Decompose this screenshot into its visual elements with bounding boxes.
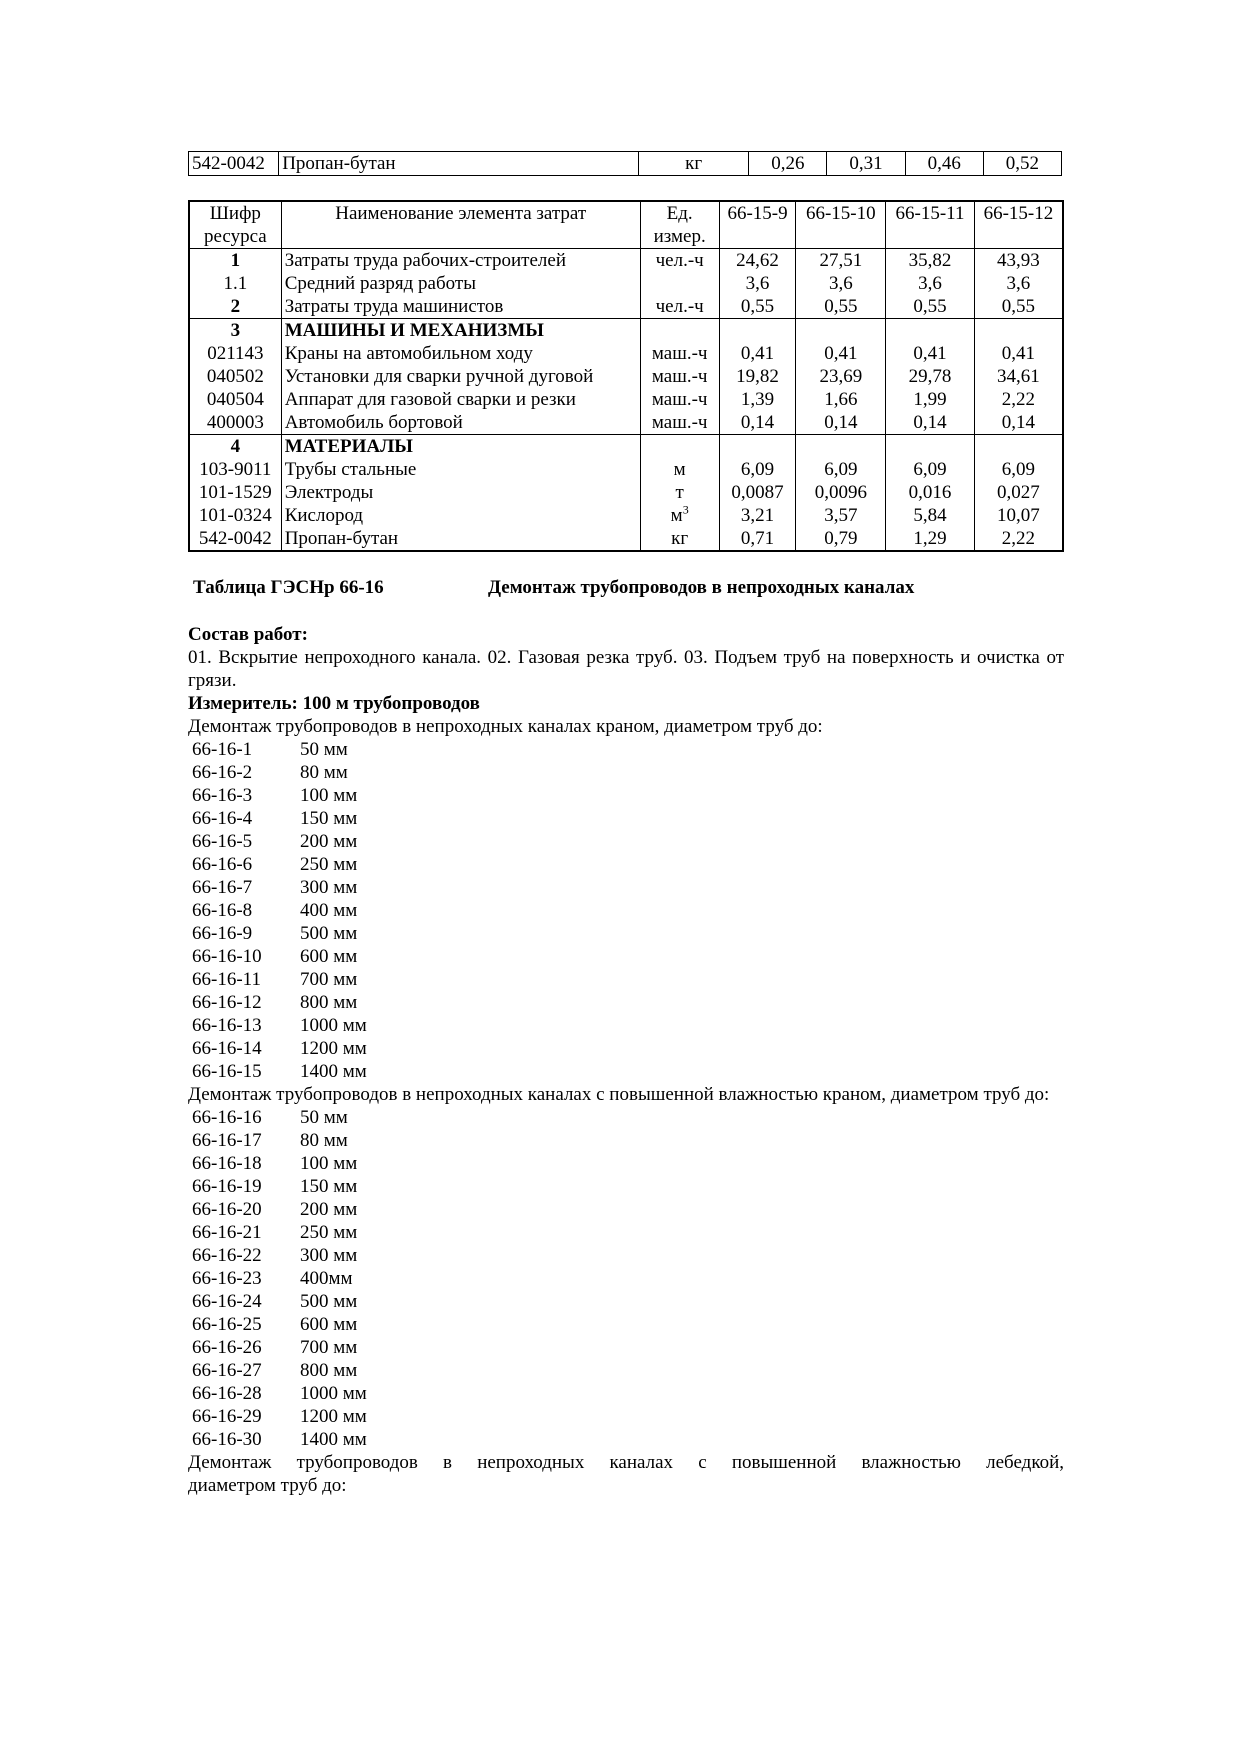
list-item: [188, 1129, 1064, 1152]
pipe-diameter: 400 мм: [300, 900, 358, 921]
norm-code: 66-16-30: [192, 1429, 262, 1450]
header-col: 66-15-11: [886, 201, 975, 249]
norm-code: 66-16-12: [192, 992, 262, 1013]
table-row: [189, 152, 1062, 176]
resource-name: Автомобиль бортовой: [281, 411, 640, 435]
resource-code: 040504: [189, 388, 281, 411]
list-item: [188, 738, 1064, 761]
pipe-diameter: 800 мм: [300, 992, 358, 1013]
value-cell: 0,26: [749, 152, 827, 176]
value-cell: [796, 435, 886, 459]
norm-code: 66-16-3: [192, 785, 253, 806]
list-item: [188, 1336, 1064, 1359]
resource-name: Кислород: [281, 504, 640, 527]
pipe-diameter: 500 мм: [300, 1291, 358, 1312]
value-cell: 3,6: [796, 272, 886, 295]
resource-code: 040502: [189, 365, 281, 388]
list-item: [188, 899, 1064, 922]
resource-unit: [640, 504, 719, 527]
resource-unit: [640, 295, 719, 319]
pipe-diameter: 300 мм: [300, 877, 358, 898]
resource-code: 2: [189, 295, 281, 319]
value-cell: 0,46: [905, 152, 983, 176]
unit-text: т: [675, 482, 684, 503]
norm-code: 66-16-29: [192, 1406, 262, 1427]
list-item: [188, 784, 1064, 807]
value-cell: 0,14: [796, 411, 886, 435]
norm-code: 66-16-16: [192, 1107, 262, 1128]
group1-intro: Демонтаж трубопроводов в непроходных каналах краном, диаметром труб до:: [188, 716, 823, 737]
resource-name: Электроды: [281, 481, 640, 504]
unit-text: маш.-ч: [651, 366, 708, 387]
norm-code: 66-16-13: [192, 1015, 262, 1036]
list-item: [188, 1060, 1064, 1083]
resource-unit: [640, 435, 719, 459]
norm-code: 66-16-20: [192, 1199, 262, 1220]
group3-intro: Демонтаж трубопроводов в непроходных каналах с повышенной влажностью лебедкой,: [188, 1452, 1064, 1473]
table-row: [189, 319, 1063, 343]
list-item: [188, 1244, 1064, 1267]
value-cell: 3,6: [886, 272, 975, 295]
pipe-diameter: 1400 мм: [300, 1429, 367, 1450]
table-row: [189, 272, 1063, 295]
pipe-diameter: 50 мм: [300, 739, 348, 760]
value-cell: 0,41: [886, 342, 975, 365]
value-cell: 3,57: [796, 504, 886, 527]
value-cell: 0,55: [719, 295, 796, 319]
norm-code: 66-16-18: [192, 1153, 262, 1174]
resource-code: 4: [189, 435, 281, 459]
value-cell: 24,62: [719, 249, 796, 273]
pipe-diameter: 600 мм: [300, 1314, 358, 1335]
value-cell: [974, 435, 1063, 459]
value-cell: 0,016: [886, 481, 975, 504]
value-cell: 43,93: [974, 249, 1063, 273]
resource-unit: [640, 342, 719, 365]
list-item: [188, 1290, 1064, 1313]
value-cell: 35,82: [886, 249, 975, 273]
pipe-diameter: 250 мм: [300, 854, 358, 875]
value-cell: 34,61: [974, 365, 1063, 388]
value-cell: 0,14: [974, 411, 1063, 435]
list-item: [188, 1359, 1064, 1382]
norm-code: 66-16-23: [192, 1268, 262, 1289]
value-cell: 0,41: [796, 342, 886, 365]
table-row: [189, 504, 1063, 527]
resource-name: Затраты труда машинистов: [281, 295, 640, 319]
pipe-diameter: 100 мм: [300, 1153, 358, 1174]
resource-code: 3: [189, 319, 281, 343]
unit-text: чел.-ч: [655, 296, 704, 317]
norm-code: 66-16-22: [192, 1245, 262, 1266]
value-cell: 0,0087: [719, 481, 796, 504]
value-cell: [886, 435, 975, 459]
value-cell: 0,71: [719, 527, 796, 551]
norm-code: 66-16-28: [192, 1383, 262, 1404]
resource-code: 101-1529: [189, 481, 281, 504]
works-text: 01. Вскрытие непроходного канала. 02. Газовая резка труб. 03. Подъем труб на поверхность и очистка от грязи.: [188, 647, 1064, 691]
list-item: [188, 1267, 1064, 1290]
value-cell: 2,22: [974, 527, 1063, 551]
table-row: [189, 435, 1063, 459]
value-cell: 6,09: [719, 458, 796, 481]
value-cell: 0,41: [719, 342, 796, 365]
value-cell: [719, 319, 796, 343]
list-item: [188, 1175, 1064, 1198]
unit-text: маш.-ч: [651, 412, 708, 433]
norm-code: 66-16-9: [192, 923, 253, 944]
pipe-diameter: 300 мм: [300, 1245, 358, 1266]
resource-name: Установки для сварки ручной дуговой: [281, 365, 640, 388]
resource-unit: [640, 411, 719, 435]
list-item: [188, 1014, 1064, 1037]
norm-code: 66-16-15: [192, 1061, 262, 1082]
value-cell: 29,78: [886, 365, 975, 388]
resource-unit: [640, 272, 719, 295]
value-cell: 23,69: [796, 365, 886, 388]
resource-name: Пропан-бутан: [281, 527, 640, 551]
header-unit: Ед. измер.: [640, 201, 719, 249]
resource-code: 1: [189, 249, 281, 273]
pipe-diameter: 1200 мм: [300, 1406, 367, 1427]
list-item: [188, 968, 1064, 991]
pipe-diameter: 200 мм: [300, 1199, 358, 1220]
pipe-diameter: 1000 мм: [300, 1015, 367, 1036]
value-cell: [719, 435, 796, 459]
table-title-text: Демонтаж трубопроводов в непроходных каналах: [488, 577, 915, 598]
resource-name: Аппарат для газовой сварки и резки: [281, 388, 640, 411]
value-cell: 0,0096: [796, 481, 886, 504]
value-cell: 1,99: [886, 388, 975, 411]
resource-code: 021143: [189, 342, 281, 365]
pipe-diameter: 700 мм: [300, 969, 358, 990]
list-item: [188, 761, 1064, 784]
table-row: [189, 365, 1063, 388]
previous-table-tail: [188, 151, 1062, 176]
group2-list: [188, 1106, 1064, 1451]
table-row: [189, 342, 1063, 365]
pipe-diameter: 1400 мм: [300, 1061, 367, 1082]
unit-superscript: 3: [682, 502, 689, 517]
value-cell: 0,14: [886, 411, 975, 435]
list-item: [188, 1382, 1064, 1405]
norm-code: 66-16-21: [192, 1222, 262, 1243]
list-item: [188, 853, 1064, 876]
works-section: [188, 623, 1064, 1497]
resource-unit: [640, 527, 719, 551]
norm-code: 66-16-2: [192, 762, 253, 783]
value-cell: 1,29: [886, 527, 975, 551]
norm-code: 66-16-27: [192, 1360, 262, 1381]
unit-text: м: [670, 505, 683, 526]
list-item: [188, 991, 1064, 1014]
list-item: [188, 830, 1064, 853]
table-row: [189, 411, 1063, 435]
value-cell: 0,14: [719, 411, 796, 435]
resource-name: Пропан-бутан: [279, 152, 639, 176]
list-item: [188, 1428, 1064, 1451]
resource-name: Краны на автомобильном ходу: [281, 342, 640, 365]
resource-code: 400003: [189, 411, 281, 435]
list-item: [188, 1221, 1064, 1244]
resource-name: Средний разряд работы: [281, 272, 640, 295]
norm-code: 66-16-8: [192, 900, 253, 921]
pipe-diameter: 80 мм: [300, 762, 348, 783]
list-item: [188, 1313, 1064, 1336]
value-cell: 3,6: [974, 272, 1063, 295]
unit-text: чел.-ч: [655, 250, 704, 271]
pipe-diameter: 400мм: [300, 1268, 353, 1289]
value-cell: [796, 319, 886, 343]
norm-code: 66-16-7: [192, 877, 253, 898]
list-item: [188, 1106, 1064, 1129]
unit-text: кг: [671, 528, 689, 549]
value-cell: 6,09: [974, 458, 1063, 481]
group3-intro-cont: диаметром труб до:: [188, 1475, 347, 1496]
list-item: [188, 922, 1064, 945]
list-item: [188, 945, 1064, 968]
value-cell: 10,07: [974, 504, 1063, 527]
pipe-diameter: 100 мм: [300, 785, 358, 806]
pipe-diameter: 50 мм: [300, 1107, 348, 1128]
norm-code: 66-16-11: [192, 969, 261, 990]
table-row: [189, 295, 1063, 319]
measure-unit: Измеритель: 100 м трубопроводов: [188, 693, 480, 714]
pipe-diameter: 600 мм: [300, 946, 358, 967]
list-item: [188, 1405, 1064, 1428]
unit-text: маш.-ч: [651, 389, 708, 410]
list-item: [188, 1152, 1064, 1175]
table-row: [189, 481, 1063, 504]
value-cell: 0,52: [983, 152, 1061, 176]
resource-unit: [640, 458, 719, 481]
table-title-label: Таблица ГЭСНр 66-16: [193, 577, 384, 598]
resource-code: 542-0042: [189, 527, 281, 551]
resource-name: Затраты труда рабочих-строителей: [281, 249, 640, 273]
norm-code: 66-16-1: [192, 739, 253, 760]
value-cell: 0,79: [796, 527, 886, 551]
pipe-diameter: 80 мм: [300, 1130, 348, 1151]
resource-unit: [640, 249, 719, 273]
pipe-diameter: 1200 мм: [300, 1038, 367, 1059]
resource-name: МАТЕРИАЛЫ: [281, 435, 640, 459]
norm-code: 66-16-17: [192, 1130, 262, 1151]
pipe-diameter: 1000 мм: [300, 1383, 367, 1404]
resource-name: Трубы стальные: [281, 458, 640, 481]
pipe-diameter: 150 мм: [300, 808, 358, 829]
value-cell: 6,09: [886, 458, 975, 481]
document-page: [188, 151, 1064, 1497]
value-cell: 3,6: [719, 272, 796, 295]
table-header-row: [189, 201, 1063, 249]
norm-code: 66-16-26: [192, 1337, 262, 1358]
norm-code: 66-16-6: [192, 854, 253, 875]
table-row: [189, 527, 1063, 551]
resource-unit: [640, 388, 719, 411]
unit-text: маш.-ч: [651, 343, 708, 364]
value-cell: 0,31: [827, 152, 905, 176]
resource-code: 103-9011: [189, 458, 281, 481]
value-cell: 2,22: [974, 388, 1063, 411]
list-item: [188, 1198, 1064, 1221]
pipe-diameter: 250 мм: [300, 1222, 358, 1243]
works-heading: Состав работ:: [188, 624, 308, 645]
header-name: Наименование элемента затрат: [281, 201, 640, 249]
table-row: [189, 458, 1063, 481]
value-cell: 0,55: [974, 295, 1063, 319]
value-cell: 0,55: [796, 295, 886, 319]
header-col: 66-15-9: [719, 201, 796, 249]
resource-code: 542-0042: [189, 152, 279, 176]
list-item: [188, 876, 1064, 899]
header-col: 66-15-12: [974, 201, 1063, 249]
pipe-diameter: 150 мм: [300, 1176, 358, 1197]
value-cell: 1,66: [796, 388, 886, 411]
pipe-diameter: 800 мм: [300, 1360, 358, 1381]
header-col: 66-15-10: [796, 201, 886, 249]
list-item: [188, 1037, 1064, 1060]
value-cell: 3,21: [719, 504, 796, 527]
value-cell: 6,09: [796, 458, 886, 481]
table-row: [189, 249, 1063, 273]
value-cell: 0,027: [974, 481, 1063, 504]
value-cell: 5,84: [886, 504, 975, 527]
value-cell: [974, 319, 1063, 343]
resource-name: МАШИНЫ И МЕХАНИЗМЫ: [281, 319, 640, 343]
pipe-diameter: 500 мм: [300, 923, 358, 944]
value-cell: 27,51: [796, 249, 886, 273]
norm-code: 66-16-4: [192, 808, 253, 829]
value-cell: 0,55: [886, 295, 975, 319]
table-row: [189, 388, 1063, 411]
resource-code: 1.1: [189, 272, 281, 295]
table-title: [188, 576, 1064, 599]
norm-code: 66-16-24: [192, 1291, 262, 1312]
value-cell: 1,39: [719, 388, 796, 411]
norm-code: 66-16-10: [192, 946, 262, 967]
resource-unit: [640, 481, 719, 504]
header-code: Шифр ресурса: [189, 201, 281, 249]
norm-code: 66-16-19: [192, 1176, 262, 1197]
resource-code: 101-0324: [189, 504, 281, 527]
value-cell: [886, 319, 975, 343]
group1-list: [188, 738, 1064, 1083]
norm-code: 66-16-5: [192, 831, 253, 852]
pipe-diameter: 200 мм: [300, 831, 358, 852]
list-item: [188, 807, 1064, 830]
unit-text: м: [673, 459, 686, 480]
group2-intro: Демонтаж трубопроводов в непроходных каналах с повышенной влажностью краном, диаметром труб до:: [188, 1084, 1050, 1105]
resource-unit: [640, 365, 719, 388]
pipe-diameter: 700 мм: [300, 1337, 358, 1358]
resource-unit: [640, 319, 719, 343]
value-cell: 0,41: [974, 342, 1063, 365]
norm-code: 66-16-25: [192, 1314, 262, 1335]
resource-unit: кг: [639, 152, 749, 176]
value-cell: 19,82: [719, 365, 796, 388]
norm-code: 66-16-14: [192, 1038, 262, 1059]
resource-table: [188, 200, 1064, 552]
